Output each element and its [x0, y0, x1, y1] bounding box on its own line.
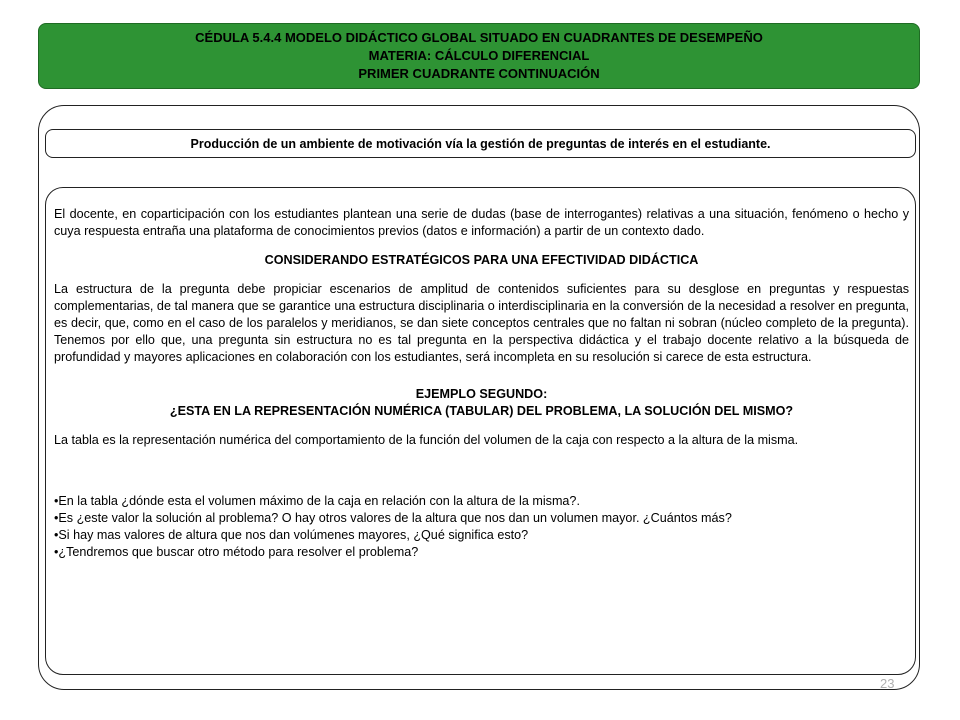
table-paragraph: La tabla es la representación numérica del comportamiento de la función del volumen de la caja con respecto a la altura de la misma.	[54, 433, 799, 447]
bullet-item: •En la tabla ¿dónde esta el volumen máximo de la caja en relación con la altura de la misma?.	[54, 494, 580, 508]
bullet-item: •¿Tendremos que buscar otro método para resolver el problema?	[54, 545, 419, 559]
subtitle-box	[45, 129, 916, 158]
intro-paragraph: El docente, en coparticipación con los estudiantes plantean una serie de dudas (base de interrogantes) relativas a una situación, fenómeno o hecho y cuya respuesta entraña una plataforma de conocimientos previos (datos e información) a partir de un contexto dado.	[54, 207, 909, 238]
header-banner	[38, 23, 920, 89]
example-question: ¿ESTA EN LA REPRESENTACIÓN NUMÉRICA (TABULAR) DEL PROBLEMA, LA SOLUCIÓN DEL MISMO?	[169, 404, 794, 418]
header-subject: MATERIA: CÁLCULO DIFERENCIAL	[368, 48, 590, 63]
example-heading: EJEMPLO SEGUNDO:	[415, 387, 548, 401]
page-number: 23	[880, 676, 895, 691]
header-quadrant: PRIMER CUADRANTE CONTINUACIÓN	[358, 66, 600, 81]
content-box	[45, 187, 916, 675]
structure-paragraph: La estructura de la pregunta debe propiciar escenarios de amplitud de contenidos suficientes para su desglose en preguntas y respuestas complementarias, de tal manera que se garantice una estructura disciplinaria o interdisciplinaria en la conversión de la necesidad a resolver en pregunta, es decir, que, como en el caso de los paralelos y meridianos, se dan siete conceptos centrales que no faltan ni sobran (núcleo completo de la pregunta). Tenemos por ello que, una pregunta sin estructura no es tal pregunta en la perspectiva didáctica y el trabajo docente relativo a la búsqueda de profundidad y mayores aplicaciones en colaboración con los estudiantes, será incompleta en su resolución si carece de esta estructura.	[54, 282, 909, 364]
bullet-item: •Si hay mas valores de altura que nos dan volúmenes mayores, ¿Qué significa esto?	[54, 528, 529, 542]
strategic-heading: CONSIDERANDO ESTRATÉGICOS PARA UNA EFECTIVIDAD DIDÁCTICA	[264, 253, 699, 267]
header-title: CÉDULA 5.4.4 MODELO DIDÁCTICO GLOBAL SITUADO EN CUADRANTES DE DESEMPEÑO	[195, 30, 763, 45]
subtitle-text: Producción de un ambiente de motivación vía la gestión de preguntas de interés en el estudiante.	[190, 136, 771, 151]
bullet-item: •Es ¿este valor la solución al problema? O hay otros valores de la altura que nos dan un volumen mayor. ¿Cuántos más?	[54, 511, 732, 525]
